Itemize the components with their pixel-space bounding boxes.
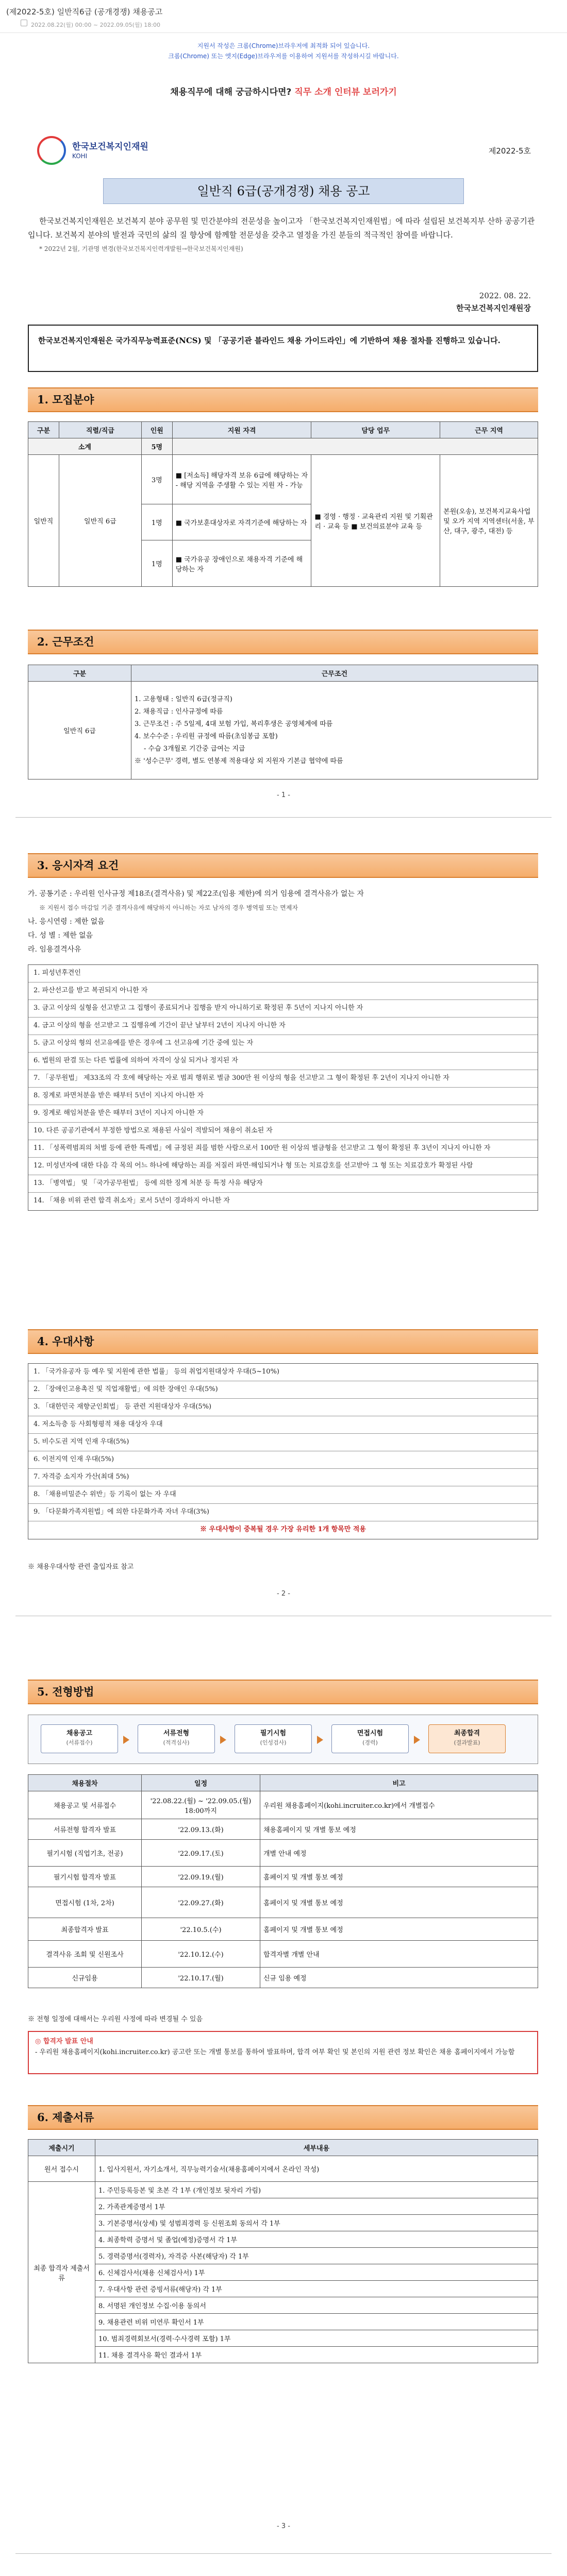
announcement-period: 2022.08.22(월) 00:00 ~ 2022.09.05(월) 18:00 bbox=[31, 22, 160, 28]
documents-table bbox=[28, 2139, 538, 2363]
schedule-step: 결격사유 조회 및 신원조사 bbox=[28, 1941, 142, 1968]
schedule-step: 신규임용 bbox=[28, 1968, 142, 1988]
list-item: 1. 피성년후견인 bbox=[28, 965, 538, 982]
schedule-date: '22.08.22.(월) ~ '22.09.05.(월) 18:00까지 bbox=[142, 1791, 260, 1819]
list-item: 3. 금고 이상의 실형을 선고받고 그 집행이 종료되거나 집행을 받지 아니하기로 확정된 후 5년이 지나지 아니한 자 bbox=[28, 1000, 538, 1018]
list-item: 5. 금고 이상의 형의 선고유예를 받은 경우에 그 선고유예 기간 중에 있는 자 bbox=[28, 1035, 538, 1053]
table-header: 근무조건 bbox=[131, 665, 538, 682]
page-number: - 1 - bbox=[277, 791, 290, 799]
list-item: 8. 징계로 파면처분을 받은 때부터 5년이 지나지 아니한 자 bbox=[28, 1088, 538, 1105]
table-row bbox=[28, 2198, 538, 2215]
table-row bbox=[28, 1840, 538, 1867]
doc-what: 1. 입사지원서, 자기소개서, 직무능력기술서(채용홈페이지에서 온라인 작성) bbox=[95, 2156, 538, 2182]
count-cell: 1명 bbox=[141, 540, 172, 587]
schedule-step: 면접시험 (1차, 2차) bbox=[28, 1887, 142, 1918]
doc-what: 7. 우대사항 관련 증빙서류(해당자) 각 1부 bbox=[95, 2281, 538, 2297]
table-header: 구분 bbox=[28, 665, 131, 682]
table-row bbox=[28, 1968, 538, 1988]
table-row bbox=[28, 2330, 538, 2347]
eligibility-d: 라. 임용결격사유 bbox=[28, 945, 81, 954]
sum-label: 소계 bbox=[28, 438, 142, 455]
schedule-note: 우리원 채용홈페이지(kohi.incruiter.co.kr)에서 개별접수 bbox=[260, 1791, 538, 1819]
doc-what: 6. 신체검사서(채용 신체검사서) 1부 bbox=[95, 2264, 538, 2281]
list-item: 8. 「채용비밀준수 위반」등 기록이 없는 자 우대 bbox=[28, 1486, 538, 1504]
process-flow bbox=[28, 1715, 538, 1764]
table-row bbox=[28, 2215, 538, 2231]
table-row bbox=[28, 2248, 538, 2264]
work-line: 2. 채용직급 : 인사규정에 따름 bbox=[135, 707, 223, 716]
doc-when: 최종 합격자 제출서류 bbox=[28, 2182, 95, 2363]
org-name-en: KOHI bbox=[72, 152, 88, 160]
list-item: 9. 징계로 해임처분을 받은 때부터 3년이 지나지 아니한 자 bbox=[28, 1105, 538, 1123]
browser-notice-line-1: 지원서 작성은 크롬(Chrome)브라우저에 최적화 되어 있습니다. bbox=[197, 42, 370, 49]
intro-note: * 2022년 2월, 기관명 변경(한국보건복지인력개발원→한국보건복지인재원) bbox=[39, 245, 243, 252]
doc-what: 3. 기본증명서(상세) 및 성범죄경력 등 신원조회 동의서 각 1부 bbox=[95, 2215, 538, 2231]
table-header: 담당 업무 bbox=[311, 422, 440, 438]
work-line: ※ '성수근무' 경력, 별도 연봉제 적용대상 외 지원자 기본급 협약에 따름 bbox=[135, 757, 343, 765]
list-item: 4. 금고 이상의 형을 선고받고 그 집행유예 기간이 끝난 날부터 2년이 지나지 아니한 자 bbox=[28, 1018, 538, 1035]
schedule-step: 서류전형 합격자 발표 bbox=[28, 1819, 142, 1840]
doc-what: 9. 채용관련 비위 미연루 확인서 1부 bbox=[95, 2314, 538, 2330]
count-cell: 3명 bbox=[141, 455, 172, 504]
schedule-note: 홈페이지 및 개별 통보 예정 bbox=[260, 1867, 538, 1887]
table-row bbox=[28, 2314, 538, 2330]
org-logo bbox=[37, 134, 223, 168]
recruitment-table bbox=[28, 421, 538, 587]
schedule-date: '22.09.17.(토) bbox=[142, 1840, 260, 1867]
schedule-note: 채용홈페이지 및 개별 통보 예정 bbox=[260, 1819, 538, 1840]
process-step-final: 최종합격 (결과발표) bbox=[428, 1724, 506, 1753]
qual-cell: ■ 국가보훈대상자로 자격기준에 해당하는 자 bbox=[172, 504, 311, 540]
list-item: 7. 「공무원법」 제33조의 각 호에 해당하는 자로 범죄 행위로 벌금 300만 원 이상의 형을 선고받고 그 형이 확정된 후 2년이 지나지 아니한 자 bbox=[28, 1070, 538, 1088]
schedule-note: 신규 임용 예정 bbox=[260, 1968, 538, 1988]
preferences-list bbox=[28, 1363, 538, 1539]
schedule-step: 필기시험 합격자 발표 bbox=[28, 1867, 142, 1887]
table-row bbox=[28, 2156, 538, 2182]
signature-block bbox=[456, 290, 531, 314]
announcement-document bbox=[15, 122, 552, 2576]
list-item: 6. 법원의 판결 또는 다른 법률에 의하여 자격이 상실 되거나 정지된 자 bbox=[28, 1053, 538, 1070]
eligibility-a-note: ※ 지원서 접수 마감일 기준 결격사유에 해당하지 아니하는 자로 남자의 경우 병역필 또는 면제자 bbox=[39, 904, 298, 911]
table-row bbox=[28, 1819, 538, 1840]
sign-org: 한국보건복지인재원장 bbox=[456, 303, 531, 313]
section-eligibility: 3. 응시자격 요건 bbox=[28, 853, 538, 878]
section-process: 5. 전형방법 bbox=[28, 1680, 538, 1704]
sum-count: 5명 bbox=[141, 438, 172, 455]
table-header: 제출시기 bbox=[28, 2140, 95, 2156]
org-emblem-icon bbox=[37, 136, 66, 165]
schedule-date: '22.09.19.(월) bbox=[142, 1867, 260, 1887]
disqualification-list bbox=[28, 964, 538, 1211]
calendar-icon bbox=[21, 20, 27, 26]
eligibility-a: 가. 공통기준 : 우리원 인사규정 제18조(결격사유) 및 제22조(임용 제한)에 의거 임용에 결격사유가 없는 자 bbox=[28, 890, 364, 898]
table-row bbox=[28, 2264, 538, 2281]
list-item: 7. 자격증 소지자 가산(최대 5%) bbox=[28, 1469, 538, 1486]
table-header: 지원 자격 bbox=[172, 422, 311, 438]
doc-what: 4. 최종학력 증명서 및 졸업(예정)증명서 각 1부 bbox=[95, 2231, 538, 2248]
arrow-right-icon bbox=[123, 1736, 129, 1744]
region-cell: 본원(오송), 보건복지교육사업 및 오가 지역 지역센터(서울, 부산, 대구, 광주, 대전) 등 bbox=[440, 455, 538, 587]
page-divider bbox=[15, 2553, 552, 2554]
eligibility-c: 다. 성 별 : 제한 없음 bbox=[28, 931, 93, 940]
table-row bbox=[28, 2281, 538, 2297]
table-row bbox=[28, 1941, 538, 1968]
job-question bbox=[0, 84, 567, 97]
arrow-right-icon bbox=[317, 1736, 323, 1744]
intro-text: 한국보건복지인재원은 보건복지 분야 공무원 및 민간분야의 전문성을 높이고자 「한국보건복지인재원법」에 따라 설립된 보건복지부 산하 공공기관입니다. 보건복지 분야의 발전과 국민의 삶의 질 향상에 함께할 전문성을 갖추고 열정을 가진 분들의 적극적인 참여를 바랍니다. bbox=[28, 216, 535, 240]
duties-cell: ■ 경영 · 행정 · 교육관리 지원 및 기획관리 · 교육 등 ■ 보건의료분야 교육 등 bbox=[311, 455, 440, 587]
schedule-step: 필기시험 (직업기초, 전공) bbox=[28, 1840, 142, 1867]
schedule-date: '22.10.17.(월) bbox=[142, 1968, 260, 1988]
table-row bbox=[28, 2231, 538, 2248]
table-header-row bbox=[28, 422, 538, 438]
arrow-right-icon bbox=[414, 1736, 420, 1744]
schedule-note: 홈페이지 및 개별 통보 예정 bbox=[260, 1918, 538, 1941]
doc-when: 원서 접수시 bbox=[28, 2156, 95, 2182]
page-number: - 3 - bbox=[277, 2522, 290, 2530]
process-step: 서류전형 (적격심사) bbox=[138, 1724, 215, 1753]
announcement-title: (제2022-5호) 일반직6급 (공개경쟁) 채용공고 bbox=[6, 7, 163, 16]
doc-what: 2. 가족관계증명서 1부 bbox=[95, 2198, 538, 2215]
schedule-date: '22.09.27.(화) bbox=[142, 1887, 260, 1918]
table-header: 비고 bbox=[260, 1775, 538, 1791]
work-conditions-table bbox=[28, 665, 538, 779]
job-question-text: 채용직무에 대해 궁금하시다면? bbox=[170, 87, 292, 97]
result-notice-body: - 우리원 채용홈페이지(kohi.incruiter.co.kr) 공고란 또는 개별 통보를 통하여 발표하며, 합격 여부 확인 및 본인의 지원 관련 정보 확인은 채용 홈페이지에서 가능함 bbox=[35, 2048, 515, 2056]
browser-notice-line-2: 크롬(Chrome) 또는 엣지(Edge)브라우저를 이용하여 지원서를 작성하시길 바랍니다. bbox=[168, 53, 399, 60]
work-label: 일반직 6급 bbox=[28, 682, 131, 779]
preference-remark: ※ 채용우대사항 관련 출입자료 참고 bbox=[28, 1563, 134, 1571]
list-item: 9. 「다문화가족지원법」에 의한 다문화가족 자녀 우대(3%) bbox=[28, 1504, 538, 1521]
schedule-note: 합격자별 개별 안내 bbox=[260, 1941, 538, 1968]
doc-what: 5. 경력증명서(경력자), 자격증 사본(해당자) 각 1부 bbox=[95, 2248, 538, 2264]
work-line: 4. 보수수준 : 우리원 규정에 따름(초임봉급 포함) bbox=[135, 732, 278, 740]
table-header-row bbox=[28, 665, 538, 682]
table-row bbox=[28, 1887, 538, 1918]
sign-date: 2022. 08. 22. bbox=[479, 291, 531, 300]
table-row bbox=[28, 2347, 538, 2363]
preference-note: ※ 우대사항이 중복될 경우 가장 유리한 1개 항목만 적용 bbox=[200, 1526, 366, 1533]
section-work-conditions: 2. 근무조건 bbox=[28, 630, 538, 654]
arrow-right-icon bbox=[220, 1736, 226, 1744]
qual-cell: ■ 국가유공 장애인으로 채용자격 기준에 해당하는 자 bbox=[172, 540, 311, 587]
section-documents: 6. 제출서류 bbox=[28, 2105, 538, 2130]
table-header: 구분 bbox=[28, 422, 59, 438]
table-header: 세부내용 bbox=[95, 2140, 538, 2156]
work-lines bbox=[131, 682, 538, 779]
page-number: - 2 - bbox=[277, 1590, 290, 1598]
result-notice-head: ◎ 합격자 발표 안내 bbox=[35, 2038, 93, 2045]
list-item: 3. 「대한민국 재향군인회법」 등 관련 지원대상자 우대(5%) bbox=[28, 1399, 538, 1416]
schedule-date: '22.10.5.(수) bbox=[142, 1918, 260, 1941]
schedule-note: 개별 안내 예정 bbox=[260, 1840, 538, 1867]
blind-recruit-box: 한국보건복지인재원은 국가직무능력표준(NCS) 및 「공공기관 블라인드 채용 가이드라인」에 기반하여 채용 절차를 진행하고 있습니다. bbox=[28, 325, 538, 372]
schedule-step: 채용공고 및 서류접수 bbox=[28, 1791, 142, 1819]
page-divider bbox=[15, 817, 552, 818]
table-row bbox=[28, 2297, 538, 2314]
schedule-table bbox=[28, 1774, 538, 1988]
doc-what: 10. 범죄경력회보서(경력·수사경력 포함) 1부 bbox=[95, 2330, 538, 2347]
result-notice-box bbox=[28, 2031, 538, 2074]
list-item: 6. 이전지역 인재 우대(5%) bbox=[28, 1451, 538, 1469]
table-header-row bbox=[28, 1775, 538, 1791]
list-item: 12. 미성년자에 대한 다음 각 목의 어느 하나에 해당하는 죄를 저질러 파면·해임되거나 형 또는 치료감호를 선고받아 그 형 또는 치료감호가 확정된 사람 bbox=[28, 1158, 538, 1175]
qual-cell: ■ [저소득] 해당자격 보유 6급에 해당하는 자 - 해당 지역을 주생활 수 있는 지원 자 - 가능 bbox=[172, 455, 311, 504]
work-line: 1. 고용형태 : 일반직 6급(정규직) bbox=[135, 695, 232, 703]
table-header: 근무 지역 bbox=[440, 422, 538, 438]
schedule-step: 최종합격자 발표 bbox=[28, 1918, 142, 1941]
doc-what: 11. 채용 결격사유 확인 결과서 1부 bbox=[95, 2347, 538, 2363]
schedule-date: '22.10.12.(수) bbox=[142, 1941, 260, 1968]
list-item: 5. 비수도권 지역 인재 우대(5%) bbox=[28, 1434, 538, 1451]
list-item: 14. 「채용 비위 관련 합격 취소자」로서 5년이 경과하지 아니한 자 bbox=[34, 1197, 230, 1205]
work-line: 3. 근무조건 : 주 5일제, 4대 보험 가입, 복리후생은 공영체계에 따름 bbox=[135, 720, 333, 728]
table-row bbox=[28, 438, 538, 455]
doc-what: 1. 주민등록등본 및 초본 각 1부 (개인정보 뒷자리 가림) bbox=[95, 2182, 538, 2198]
rank-cell: 일반직 6급 bbox=[59, 455, 141, 587]
list-item: 2. 「장애인고용촉진 및 직업재활법」에 의한 장애인 우대(5%) bbox=[28, 1381, 538, 1399]
list-item: 1. 「국가유공자 등 예우 및 지원에 관한 법률」 등의 취업지원대상자 우대(5~10%) bbox=[28, 1364, 538, 1381]
process-step: 면접시험 (경력) bbox=[331, 1724, 409, 1753]
list-item: 13. 「병역법」 및 「국가공무원법」 등에 의한 징계 처분 등 특정 사유 해당자 bbox=[28, 1175, 538, 1193]
table-header: 직렬/직급 bbox=[59, 422, 141, 438]
table-header: 일정 bbox=[142, 1775, 260, 1791]
table-header: 채용절차 bbox=[28, 1775, 142, 1791]
org-name-kr: 한국보건복지인재원 bbox=[72, 142, 148, 152]
work-line: - 수습 3개월로 기간중 급여는 지급 bbox=[144, 744, 245, 753]
eligibility-b: 나. 응시연령 : 제한 없음 bbox=[28, 918, 105, 926]
doc-what: 8. 서명된 개인정보 수집·이용 동의서 bbox=[95, 2297, 538, 2314]
document-number: 제2022-5호 bbox=[488, 146, 531, 156]
section-preferences: 4. 우대사항 bbox=[28, 1329, 538, 1354]
list-item: 2. 파산선고를 받고 복권되지 아니한 자 bbox=[28, 982, 538, 1000]
schedule-date: '22.09.13.(화) bbox=[142, 1819, 260, 1840]
list-item: 10. 다른 공공기관에서 부정한 방법으로 채용된 사실이 적발되어 채용이 취소된 자 bbox=[28, 1123, 538, 1140]
job-interview-link[interactable]: 직무 소개 인터뷰 보러가기 bbox=[294, 87, 397, 97]
table-row bbox=[28, 455, 538, 504]
table-row bbox=[28, 1791, 538, 1819]
group-cell: 일반직 bbox=[28, 455, 59, 587]
document-title: 일반직 6급(공개경쟁) 채용 공고 bbox=[103, 178, 464, 204]
browser-notice bbox=[0, 33, 567, 115]
section-recruitment: 1. 모집분야 bbox=[28, 387, 538, 412]
process-step: 채용공고 (서류접수) bbox=[41, 1724, 118, 1753]
table-row bbox=[28, 1867, 538, 1887]
table-row bbox=[28, 682, 538, 779]
announcement-header bbox=[0, 0, 567, 33]
schedule-note: 홈페이지 및 개별 통보 예정 bbox=[260, 1887, 538, 1918]
table-row bbox=[28, 1918, 538, 1941]
list-item: 4. 저소득층 등 사회형평적 채용 대상자 우대 bbox=[28, 1416, 538, 1434]
table-header-row bbox=[28, 2140, 538, 2156]
schedule-remark: ※ 전형 일정에 대해서는 우리원 사정에 따라 변경될 수 있음 bbox=[28, 2015, 203, 2023]
process-step: 필기시험 (인성검사) bbox=[235, 1724, 312, 1753]
table-row bbox=[28, 2182, 538, 2198]
table-header: 인원 bbox=[141, 422, 172, 438]
eligibility-text bbox=[28, 887, 538, 957]
count-cell: 1명 bbox=[141, 504, 172, 540]
document-intro bbox=[28, 214, 538, 256]
list-item: 11. 「성폭력범죄의 처벌 등에 관한 특례법」에 규정된 죄를 범한 사람으로서 100만 원 이상의 벌금형을 선고받고 그 형이 확정된 후 3년이 지나지 아니한 자 bbox=[28, 1140, 538, 1158]
